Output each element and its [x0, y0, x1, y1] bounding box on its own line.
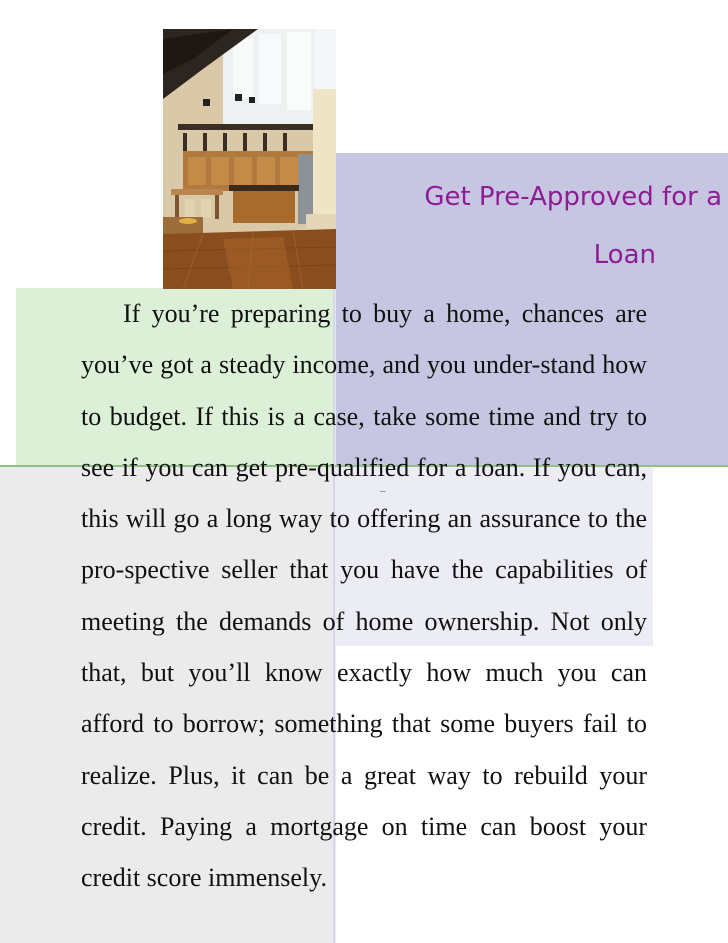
article-heading: [340, 168, 722, 284]
heading-line-2: Loan: [593, 240, 656, 270]
body-paragraph: If you’re preparing to buy a home, chances are you’ve got a steady income, and you under-stand how to budget. If this is a case, take some time and try to see if you can get pre-qualified for a loan. If you can, this will go a long way to offering an assurance to the pro-spective seller that you have the capabilities of meeting the demands of home ownership. Not only that, but you’ll know exactly how much you can afford to borrow; something that some buyers fail to realize. Plus, it can be a great way to rebuild your credit. Paying a mortgage on time can boost your credit score immensely.: [81, 299, 647, 893]
kitchen-interior-photo: [163, 29, 336, 289]
heading-line-1: Get Pre-Approved for a: [424, 182, 722, 212]
